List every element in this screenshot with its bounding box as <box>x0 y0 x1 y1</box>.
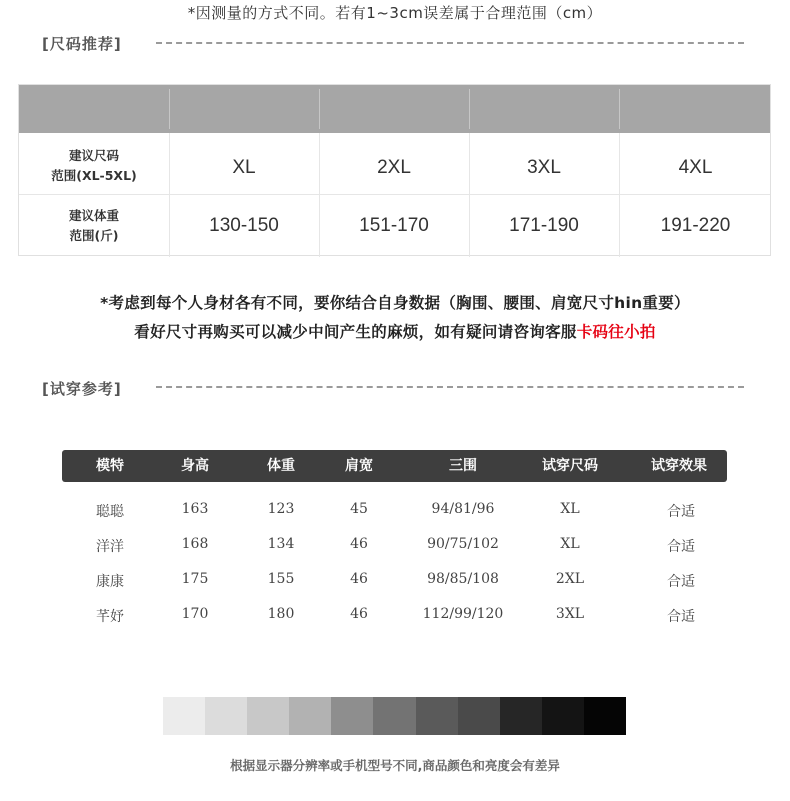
fit-header-cell: 体重 <box>267 458 295 474</box>
fit-cell: 175 <box>181 571 209 587</box>
fit-header-cell: 肩宽 <box>345 458 373 474</box>
gray-swatch <box>416 697 458 735</box>
fit-header-cell: 模特 <box>96 458 124 474</box>
weight-cell: 130-150 <box>209 215 279 236</box>
gray-swatch <box>289 697 331 735</box>
fit-cell: 170 <box>181 606 209 622</box>
measurement-note: *因测量的方式不同。若有1~3cm误差属于合理范围（cm） <box>187 4 603 22</box>
fit-cell: 168 <box>181 536 209 552</box>
grayscale-bar <box>163 697 626 735</box>
size-cell: 3XL <box>527 157 561 178</box>
row-label-weight: 建议体重 范围(斤) <box>68 208 119 243</box>
purchase-advice-note: 看好尺寸再购买可以减少中间产生的麻烦，如有疑问请咨询客服卡码往小拍 <box>134 323 656 341</box>
section-divider-fit <box>156 386 744 388</box>
color-disclaimer: 根据显示器分辨率或手机型号不同,商品颜色和亮度会有差异 <box>230 758 560 773</box>
fit-cell: 合适 <box>667 574 695 590</box>
fit-cell-model: 聪聪 <box>96 504 124 520</box>
size-cell: 4XL <box>678 157 713 178</box>
fit-cell: 155 <box>267 571 295 587</box>
size-down-tip: 卡码往小拍 <box>576 323 656 341</box>
fit-header-cell: 试穿效果 <box>651 458 707 474</box>
size-table-header <box>19 85 770 133</box>
fit-cell: 46 <box>350 571 368 587</box>
gray-swatch <box>163 697 205 735</box>
body-data-note: *考虑到每个人身材各有不同，要你结合自身数据（胸围、腰围、肩宽尺寸hin重要） <box>100 294 690 312</box>
gray-swatch <box>373 697 415 735</box>
gray-swatch <box>205 697 247 735</box>
fit-cell: 45 <box>350 501 368 517</box>
fit-cell: 合适 <box>667 539 695 555</box>
size-cell: XL <box>232 157 256 178</box>
section-divider-size <box>156 42 744 44</box>
gray-swatch <box>331 697 373 735</box>
gray-swatch <box>500 697 542 735</box>
fit-header-cell: 试穿尺码 <box>542 458 598 474</box>
section-title-size: [尺码推荐] <box>42 35 122 53</box>
weight-cell: 171-190 <box>509 215 579 236</box>
fit-cell: 163 <box>181 501 209 517</box>
gray-swatch <box>542 697 584 735</box>
weight-cell: 151-170 <box>359 215 429 236</box>
gray-swatch <box>584 697 626 735</box>
size-recommendation-table <box>18 84 771 256</box>
fit-cell-model: 洋洋 <box>96 539 124 555</box>
fit-cell: XL <box>560 501 580 517</box>
fit-cell: 46 <box>350 606 368 622</box>
fit-cell: 90/75/102 <box>427 536 499 552</box>
fit-cell: XL <box>560 536 580 552</box>
fit-cell: 112/99/120 <box>422 606 504 622</box>
fit-cell-model: 康康 <box>96 574 124 590</box>
fit-cell: 123 <box>267 501 295 517</box>
fit-cell: 180 <box>267 606 295 622</box>
gray-swatch <box>247 697 289 735</box>
fit-cell-model: 芊妤 <box>96 609 124 625</box>
fit-table-header <box>62 450 727 482</box>
fit-header-cell: 身高 <box>181 458 209 474</box>
section-title-fit: [试穿参考] <box>42 380 122 398</box>
fit-cell: 98/85/108 <box>427 571 499 587</box>
fit-header-cell: 三围 <box>449 458 477 474</box>
gray-swatch <box>458 697 500 735</box>
fit-cell: 2XL <box>555 571 585 587</box>
fit-cell: 94/81/96 <box>431 501 495 517</box>
fit-cell: 134 <box>267 536 295 552</box>
row-label-size: 建议尺码 范围(XL-5XL) <box>51 148 137 183</box>
fit-cell: 合适 <box>667 609 695 625</box>
fit-cell: 3XL <box>555 606 585 622</box>
size-cell: 2XL <box>377 157 411 178</box>
fit-cell: 46 <box>350 536 368 552</box>
fit-cell: 合适 <box>667 504 695 520</box>
weight-cell: 191-220 <box>660 215 731 236</box>
